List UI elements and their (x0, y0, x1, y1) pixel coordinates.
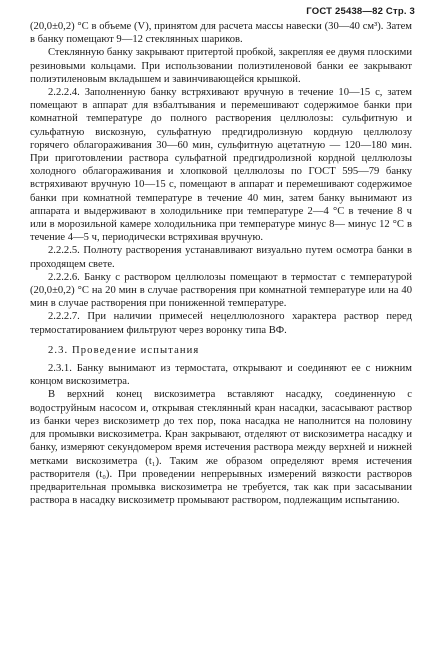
paragraph-2-3-1: 2.3.1. Банку вынимают из термостата, открывают и соединяют ее с нижним концом вискозиметра. (30, 363, 412, 388)
paragraph-jar-closing: Стеклянную банку закрывают притертой пробкой, закрепляя ее двумя плоскими резиновыми кольцами. При использовании полиэтиленовой банки ее закрывают полиэтиленовым вкладышем и завинчивающейся крышкой. (30, 47, 412, 85)
paragraph-viscometer-procedure: В верхний конец вискозиметра вставляют насадку, соединенную с водоструйным насосом и, открывая стеклянный кран насадки, засасывают раствор из банки через вискозиметр до тех пор, пока насадка не наполнится на половину для промывки вискозиметра. Кран закрывают, отделяют от вискозиметра насадку и банку, измеряют секундомером время истечения раствора между верхней и нижней метками вискозиметра (t₁). Таким же образом определяют время истечения растворителя (t₀). При проведении непрерывных измерений вязкости растворов предварительная промывка вискозиметра не требуется, так как при засасывании раствора в насадку вискозиметр промывают раствором, подлежащим испытанию. (30, 389, 412, 507)
paragraph-2-2-2-7: 2.2.2.7. При наличии примесей нецеллюлозного характера раствор перед термостатированием фильтруют через воронку типа ВФ. (30, 311, 412, 336)
paragraph-2-2-2-6: 2.2.2.6. Банку с раствором целлюлозы помещают в термостат с температурой (20,0±0,2) °С на 20 мин в случае растворения при комнатной температуре или на 40 мин в случае растворения при пониженной температуре. (30, 271, 412, 310)
paragraph-2-2-2-4: 2.2.2.4. Заполненную банку встряхивают вручную в течение 10—15 с, затем помещают в аппарат для взбалтывания и перемешивают содержимое банки при комнатной температуре до полного растворения целлюлозы: сульфитную и сульфатную вискозную, сульфатную предгидролизную кордную целлюлозу горячего облагораживания 30—60 мин, сульфитную ацетатную — 120—180 мин. При приготовлении раствора сульфатной предгидролизной кордной целлюлозы холодного облагораживания и хлопковой целлюлозы по ГОСТ 595—79 банку встряхивают вручную 10—15 с, помещают в аппарат и перемешивают содержимое банки при комнатной температуре в течение 40 мин, затем банку вынимают из аппарата и выдерживают в холодильнике при температуре 2—4 °С в течение 8 ч или в морозильной камере холодильника при температуре минус 8— минус 12 °С в течение 4—5 ч, периодически встряхивая вручную. (30, 87, 412, 244)
paragraph-continuation: (20,0±0,2) °С в объеме (V), принятом для расчета массы навески (30—40 см³). Затем в банку помещают 9—12 стеклянных шариков. (30, 21, 412, 46)
document-body (30, 20, 412, 507)
page-header: ГОСТ 25438—82 Стр. 3 (306, 6, 415, 17)
section-heading-2-3: 2.3. Проведение испытания (48, 344, 200, 356)
paragraph-2-2-2-5: 2.2.2.5. Полноту растворения устанавливают визуально путем осмотра банки в проходящем свете. (30, 245, 412, 270)
